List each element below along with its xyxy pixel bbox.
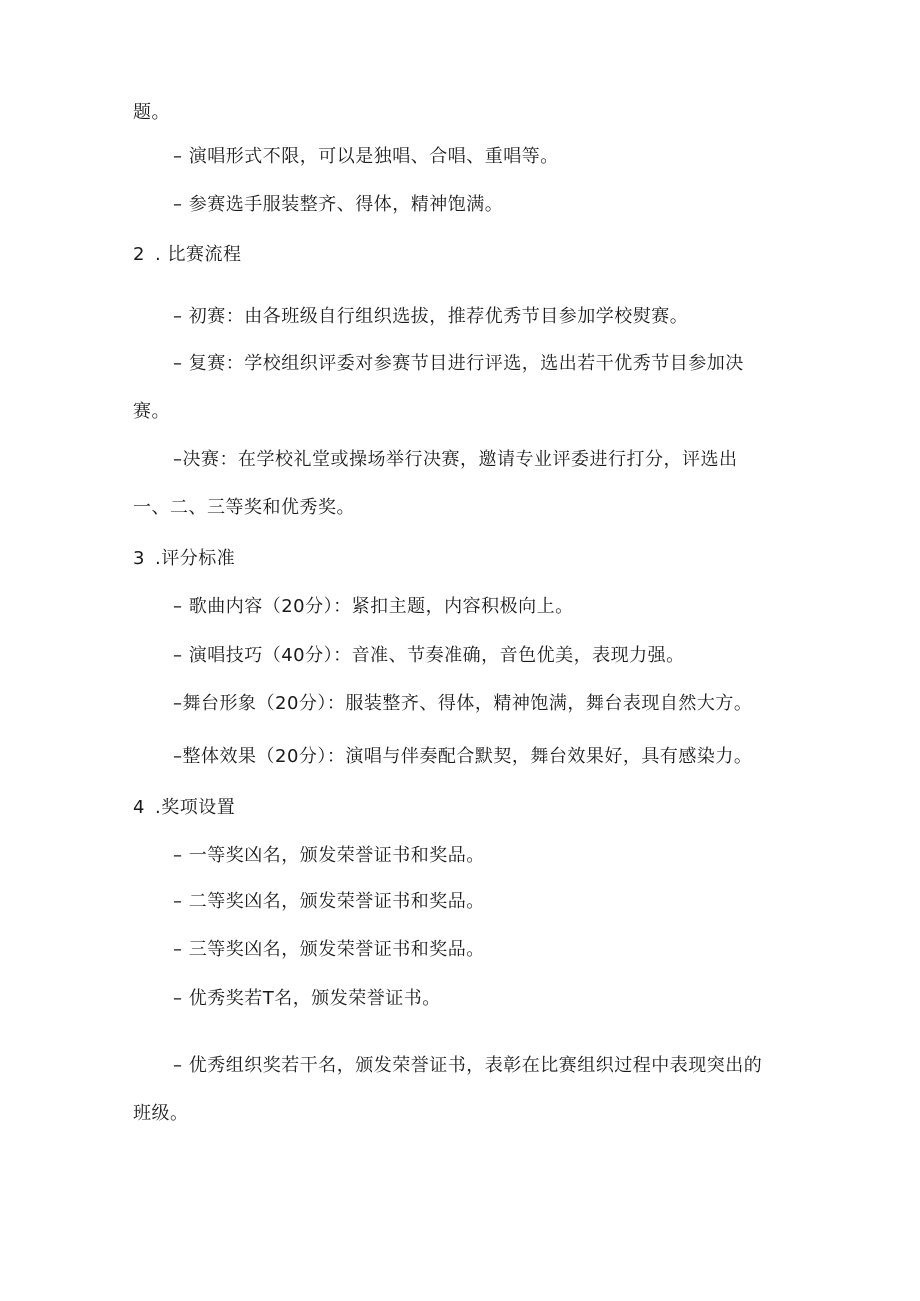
section-number: 3 <box>133 548 145 569</box>
list-item: – 歌曲内容（20分）：紧扣主题，内容积极向上。 <box>173 596 574 617</box>
list-item: –决赛：在学校礼堂或操场举行决赛，邀请专业评委进行打分，评选出 <box>173 449 738 470</box>
list-item: – 参赛选手服装整齐、得体，精神饱满。 <box>173 194 504 215</box>
text-line: 题。 <box>133 102 170 123</box>
list-item: – 复赛：学校组织评委对参赛节目进行评选，选出若干优秀节目参加决 <box>173 353 744 374</box>
section-heading <box>133 243 241 267</box>
section-title: . 比赛流程 <box>155 244 242 265</box>
section-heading <box>133 796 235 820</box>
text-line: 班级。 <box>133 1103 189 1124</box>
section-title: .奖项设置 <box>155 797 236 818</box>
list-item: – 三等奖凶名，颁发荣誉证书和奖品。 <box>173 939 485 960</box>
list-item: – 优秀组织奖若干名，颁发荣誉证书，表彰在比赛组织过程中表现突出的 <box>173 1055 763 1076</box>
list-item: –整体效果（20分）：演唱与伴奏配合默契，舞台效果好，具有感染力。 <box>173 746 753 767</box>
section-number: 4 <box>133 797 145 818</box>
list-item: – 演唱形式不限，可以是独唱、合唱、重唱等。 <box>173 146 559 167</box>
text-line: 一、二、三等奖和优秀奖。 <box>133 497 355 518</box>
section-number: 2 <box>133 244 145 265</box>
section-title: .评分标准 <box>155 548 236 569</box>
section-heading <box>133 547 235 571</box>
list-item: –舞台形象（20分）：服装整齐、得体，精神饱满，舞台表现自然大方。 <box>173 693 753 714</box>
list-item: – 演唱技巧（40分）：音准、节奏准确，音色优美，表现力强。 <box>173 645 685 666</box>
list-item: – 优秀奖若T名，颁发荣誉证书。 <box>173 988 441 1009</box>
list-item: – 一等奖凶名，颁发荣誉证书和奖品。 <box>173 845 485 866</box>
list-item: – 二等奖凶名，颁发荣誉证书和奖品。 <box>173 891 485 912</box>
list-item: – 初赛：由各班级自行组织选拔，推荐优秀节目参加学校熨赛。 <box>173 306 689 327</box>
text-line: 赛。 <box>133 401 170 422</box>
